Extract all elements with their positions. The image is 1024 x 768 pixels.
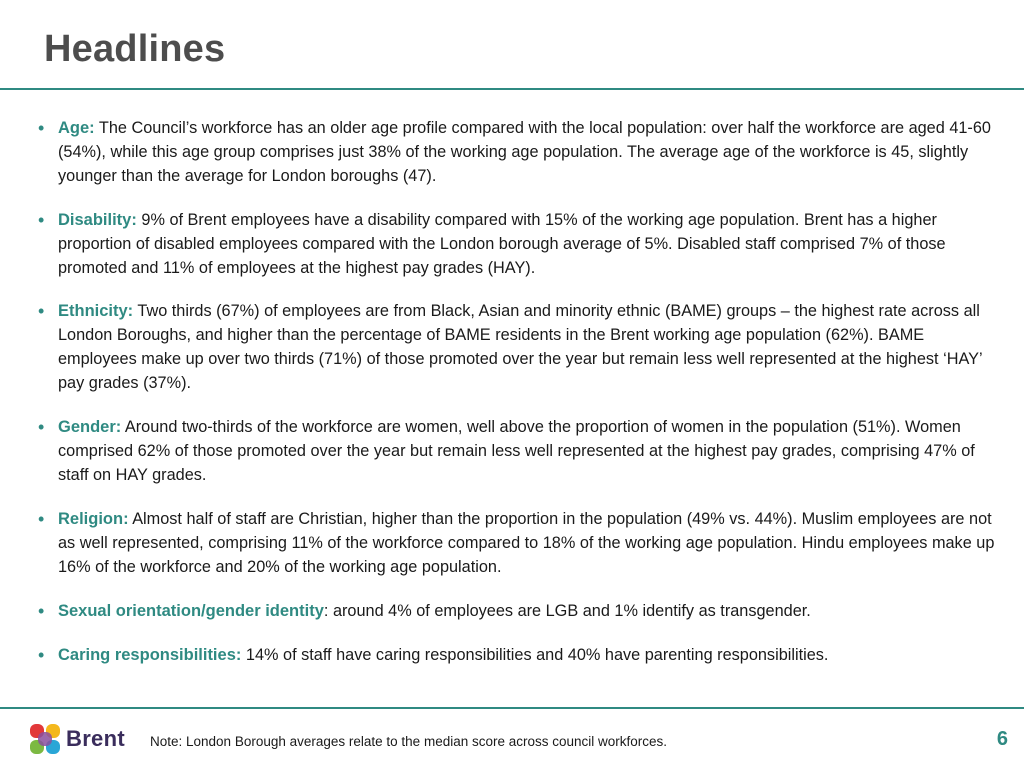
bullet-age (36, 116, 996, 188)
bullet-text: : around 4% of employees are LGB and 1% identify as transgender. (323, 602, 811, 620)
title-divider (0, 88, 1024, 90)
bullet-text: Almost half of staff are Christian, higher than the proportion in the population (49% vs. 44%). Muslim employees are not as well represented, comprising 11% of the workforce compared to 18% of the working age population. Hindu employees make up 16% of the workforce and 20% of the working age population. (58, 510, 995, 576)
bullet-dot-icon: • (38, 509, 45, 529)
bullet-gender (36, 415, 996, 487)
page-number: 6 (996, 728, 1008, 750)
headline-list (36, 116, 996, 667)
bullet-text: 9% of Brent employees have a disability compared with 15% of the working age population. Brent has a higher proportion of disabled employees compared with the London borough average of 5%. Disabled staff comprised 7% of those promoted and 11% of employees at the highest pay grades (HAY). (58, 211, 946, 277)
footer-divider (0, 707, 1024, 709)
bullet-ethnicity (36, 299, 996, 395)
bullet-dot-icon: • (38, 417, 45, 437)
bullet-text: The Council’s workforce has an older age profile compared with the local population: over half the workforce are aged 41-60 (54%), while this age group comprises just 38% of the working age population. The average age of the workforce is 45, slightly younger than the average for London boroughs (47). (58, 119, 991, 185)
bullet-caring (36, 643, 996, 667)
bullet-text: 14% of staff have caring responsibilities and 40% have parenting responsibilities. (241, 646, 829, 664)
bullet-label: Age: (58, 119, 95, 137)
bullet-label: Religion: (58, 510, 129, 528)
page-title: Headlines (44, 28, 226, 70)
bullet-dot-icon: • (38, 301, 45, 321)
bullet-dot-icon: • (38, 210, 45, 230)
bullet-religion (36, 507, 996, 579)
bullet-dot-icon: • (38, 601, 45, 621)
brent-logo-icon (28, 722, 62, 756)
bullet-dot-icon: • (38, 645, 45, 665)
brent-logo (28, 722, 125, 756)
bullet-label: Caring responsibilities: (58, 646, 242, 664)
bullet-label: Ethnicity: (58, 302, 134, 320)
bullet-label: Sexual orientation/gender identity (58, 602, 324, 620)
bullet-label: Gender: (58, 418, 122, 436)
bullet-text: Two thirds (67%) of employees are from Black, Asian and minority ethnic (BAME) groups – the highest rate across all London Boroughs, and higher than the percentage of BAME residents in the Brent working age population (62%). BAME employees make up over two thirds (71%) of those promoted over the year but remain less well represented at the highest ‘HAY’ pay grades (37%). (58, 302, 982, 392)
bullet-dot-icon: • (38, 118, 45, 138)
bullet-sexual-orientation (36, 599, 996, 623)
footnote: Note: London Borough averages relate to the median score across council workforces. (150, 734, 668, 749)
bullet-label: Disability: (58, 211, 137, 229)
bullet-text: Around two-thirds of the workforce are women, well above the proportion of women in the population (51%). Women comprised 62% of those promoted over the year but remain less well represented at the highest pay grades, comprising 47% of staff on HAY grades. (58, 418, 975, 484)
bullet-disability (36, 208, 996, 280)
logo-text: Brent (66, 726, 125, 751)
